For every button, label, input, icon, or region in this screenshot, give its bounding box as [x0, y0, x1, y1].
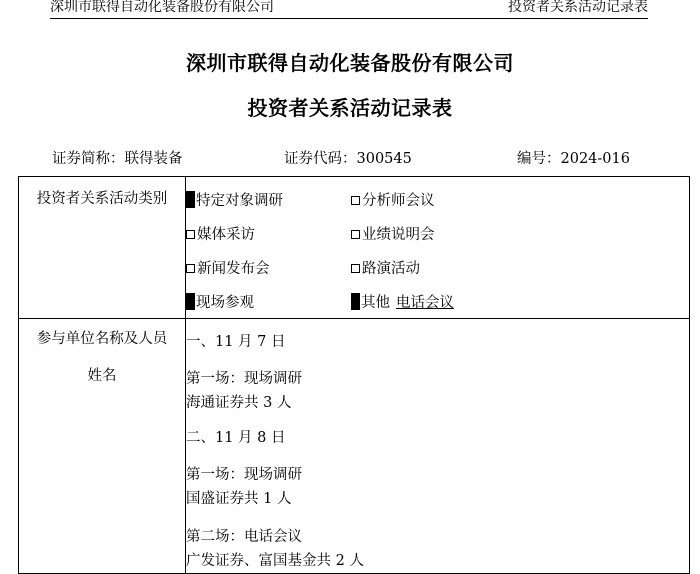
activity-type-options — [186, 177, 689, 318]
company-title: 深圳市联得自动化装备股份有限公司 — [186, 51, 514, 75]
day2-session2-detail: 广发证券、富国基金共 2 人 — [186, 553, 364, 569]
option-media-interview[interactable] — [186, 216, 351, 250]
record-number: 编号：2024-016 — [517, 151, 630, 167]
option-label: 其他 — [361, 294, 390, 311]
checked-box-icon — [186, 191, 195, 208]
checked-box-icon — [186, 293, 195, 310]
document-title: 投资者关系活动记录表 — [247, 96, 453, 120]
header-doc-name: 投资者关系活动记录表 — [508, 0, 648, 15]
checked-box-icon — [351, 293, 360, 310]
record-table — [18, 176, 690, 574]
option-analyst-meeting[interactable] — [351, 182, 671, 216]
option-other-value: 电话会议 — [396, 294, 454, 311]
option-label: 特定对象调研 — [196, 192, 283, 209]
unchecked-box-icon — [351, 264, 360, 273]
option-label: 新闻发布会 — [197, 260, 270, 277]
security-code: 证券代码：300545 — [284, 151, 412, 167]
activity-type-label: 投资者关系活动类别 — [36, 191, 168, 207]
activity-type-row — [19, 177, 690, 319]
option-press-conference[interactable] — [186, 250, 351, 284]
day2-session2-title: 第二场：电话会议 — [186, 529, 302, 545]
unchecked-box-icon — [186, 264, 195, 273]
option-label: 媒体采访 — [197, 226, 255, 243]
option-earnings-briefing[interactable] — [351, 216, 671, 250]
participants-content-cell — [186, 319, 690, 574]
unchecked-box-icon — [186, 230, 195, 239]
participants-label-line1: 参与单位名称及人员 — [36, 331, 168, 347]
unchecked-box-icon — [351, 196, 360, 205]
activity-type-label-cell — [19, 177, 186, 319]
option-label: 路演活动 — [362, 260, 420, 277]
header-company-name: 深圳市联得自动化装备股份有限公司 — [50, 0, 274, 15]
day1-session1-title: 第一场：现场调研 — [186, 371, 302, 387]
option-label: 分析师会议 — [362, 192, 435, 209]
day2-session1-detail: 国盛证券共 1 人 — [186, 491, 292, 507]
day2-session1-title: 第一场：现场调研 — [186, 467, 302, 483]
participants-label-cell — [19, 319, 186, 574]
running-header — [50, 0, 648, 19]
option-roadshow[interactable] — [351, 250, 671, 284]
option-label: 业绩说明会 — [362, 226, 435, 243]
participants-label-line2: 姓名 — [87, 368, 117, 384]
day1-session1-detail: 海通证券共 3 人 — [186, 395, 292, 411]
option-specific-research[interactable] — [186, 182, 351, 216]
activity-type-options-cell — [186, 177, 690, 319]
participants-row — [19, 319, 690, 574]
option-site-visit[interactable] — [186, 284, 351, 318]
day2-heading: 二、11 月 8 日 — [186, 430, 286, 446]
option-label: 现场参观 — [196, 294, 254, 311]
option-other[interactable] — [351, 284, 671, 318]
security-short-name: 证券简称：联得装备 — [52, 151, 183, 167]
day1-heading: 一、11 月 7 日 — [186, 334, 286, 350]
unchecked-box-icon — [351, 230, 360, 239]
